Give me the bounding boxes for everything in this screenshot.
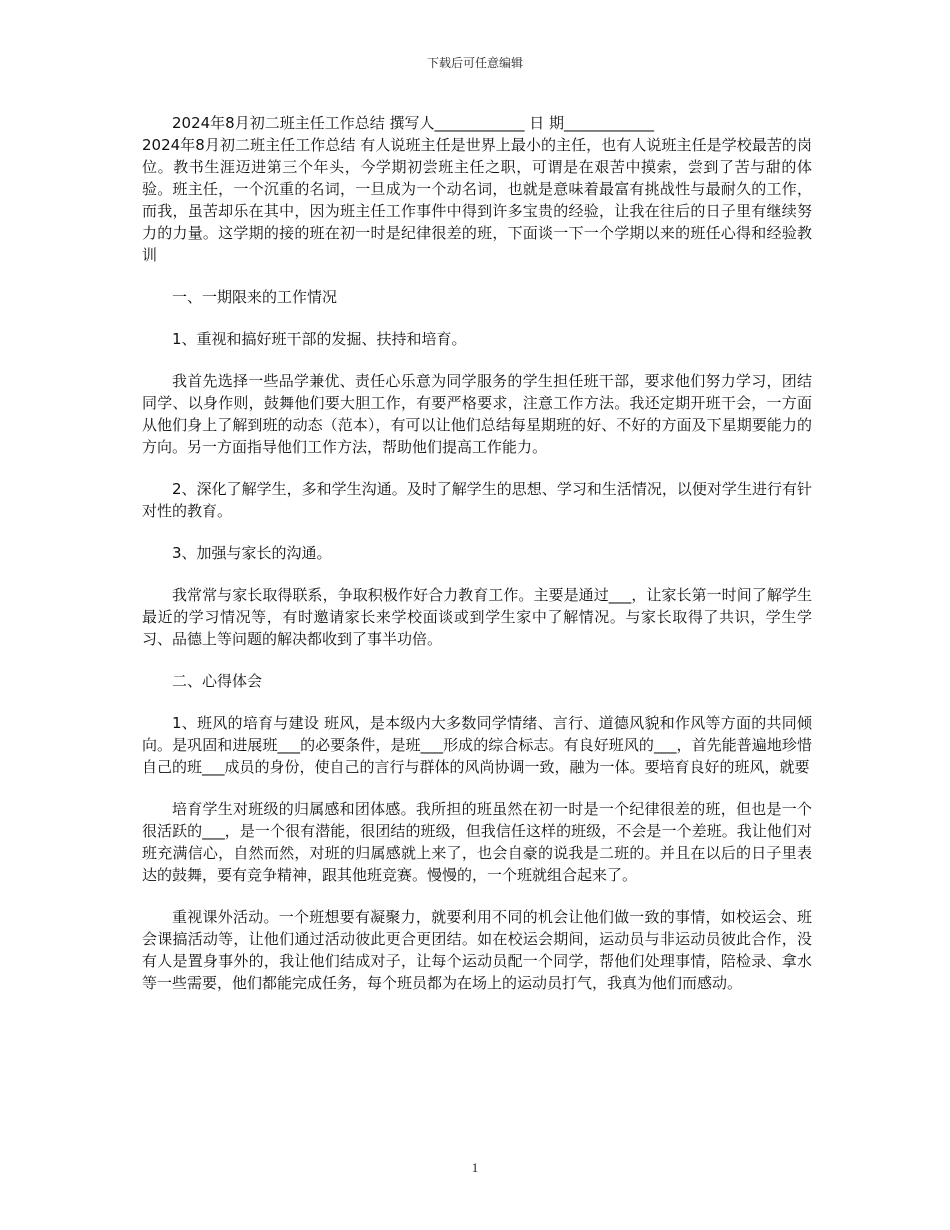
page-number: 1 [471, 1160, 479, 1175]
paragraph-parents: 我常常与家长取得联系，争取积极作好合力教育工作。主要是通过___，让家长第一时间了解学生最近的学习情况等，有时邀请家长来学校面谈或到学生家中了解情况。与家长取得了共识，学生学习、品德上等问题的解决都收到了事半功倍。 [142, 586, 812, 648]
paragraph-class-spirit: 1、班风的培育与建设 班风，是本级内大多数同学情绪、言行、道德风貌和作风等方面的共同倾向。是巩固和进展班___的必要条件，是班___形成的综合标志。有良好班风的___，首先能普遍地珍惜自己的班___成员的身份，使自己的言行与群体的风尚协调一致，融为一体。要培育良好的班风，就要 [142, 714, 812, 776]
paragraph-class-cadres: 我首先选择一些品学兼优、责任心乐意为同学服务的学生担任班干部，要求他们努力学习，团结同学、以身作则，鼓舞他们要大胆工作，有要严格要求，注意工作方法。我还定期开班干会，一方面从他们身上了解到班的动态（范本），有可以让他们总结每星期班的好、不好的方面及下星期要能力的方向。另一方面指导他们工作方法，帮助他们提高工作能力。 [142, 372, 812, 456]
subheading-1-2: 2、深化了解学生，多和学生沟通。及时了解学生的思想、学习和生活情况，以便对学生进行有针对性的教育。 [142, 480, 812, 520]
subheading-1-1: 1、重视和搞好班干部的发掘、扶持和培育。 [172, 330, 467, 348]
section-heading-2: 二、心得体会 [172, 672, 263, 690]
paragraph-belonging: 培育学生对班级的归属感和团体感。我所担的班虽然在初一时是一个纪律很差的班，但也是一个很活跃的___，是一个很有潜能，很团结的班级，但我信任这样的班级，不会是一个差班。我让他们对班充满信心，自然而然，对班的归属感就上来了，也会自豪的说我是二班的。并且在以后的日子里表达的鼓舞，要有竞争精神，跟其他班竞赛。慢慢的，一个班就组合起来了。 [142, 800, 812, 884]
paragraph-intro: 2024年8月初二班主任工作总结 有人说班主任是世界上最小的主任，也有人说班主任是学校最苦的岗位。教书生涯迈进第三个年头，今学期初尝班主任之职，可谓是在艰苦中摸索，尝到了苦与甜的体验。班主任，一个沉重的名词，一旦成为一个动名词，也就是意味着最富有挑战性与最耐久的工作，而我，虽苦却乐在其中，因为班主任工作事件中得到许多宝贵的经验，让我在往后的日子里有继续努力的力量。这学期的接的班在初一时是纪律很差的班，下面谈一下一个学期以来的班任心得和经验教训 [142, 136, 812, 264]
page-header: 下载后可任意编辑 [426, 56, 523, 70]
paragraph-activities: 重视课外活动。一个班想要有凝聚力，就要利用不同的机会让他们做一致的事情，如校运会、班会课搞活动等，让他们通过活动彼此更合更团结。如在校运会期间，运动员与非运动员彼此合作，没有人是置身事外的，我让他们结成对子，让每个运动员配一个同学，帮他们处理事情，陪检录、拿水等一些需要，他们都能完成任务，每个班员都为在场上的运动员打气，我真为他们而感动。 [142, 908, 812, 992]
subheading-1-3: 3、加强与家长的沟通。 [172, 544, 332, 562]
document-body [142, 112, 812, 1014]
section-heading-1: 一、一期限来的工作情况 [172, 288, 338, 306]
title-line: 2024年8月初二班主任工作总结 撰写人____________ 日 期____________ [172, 114, 655, 132]
